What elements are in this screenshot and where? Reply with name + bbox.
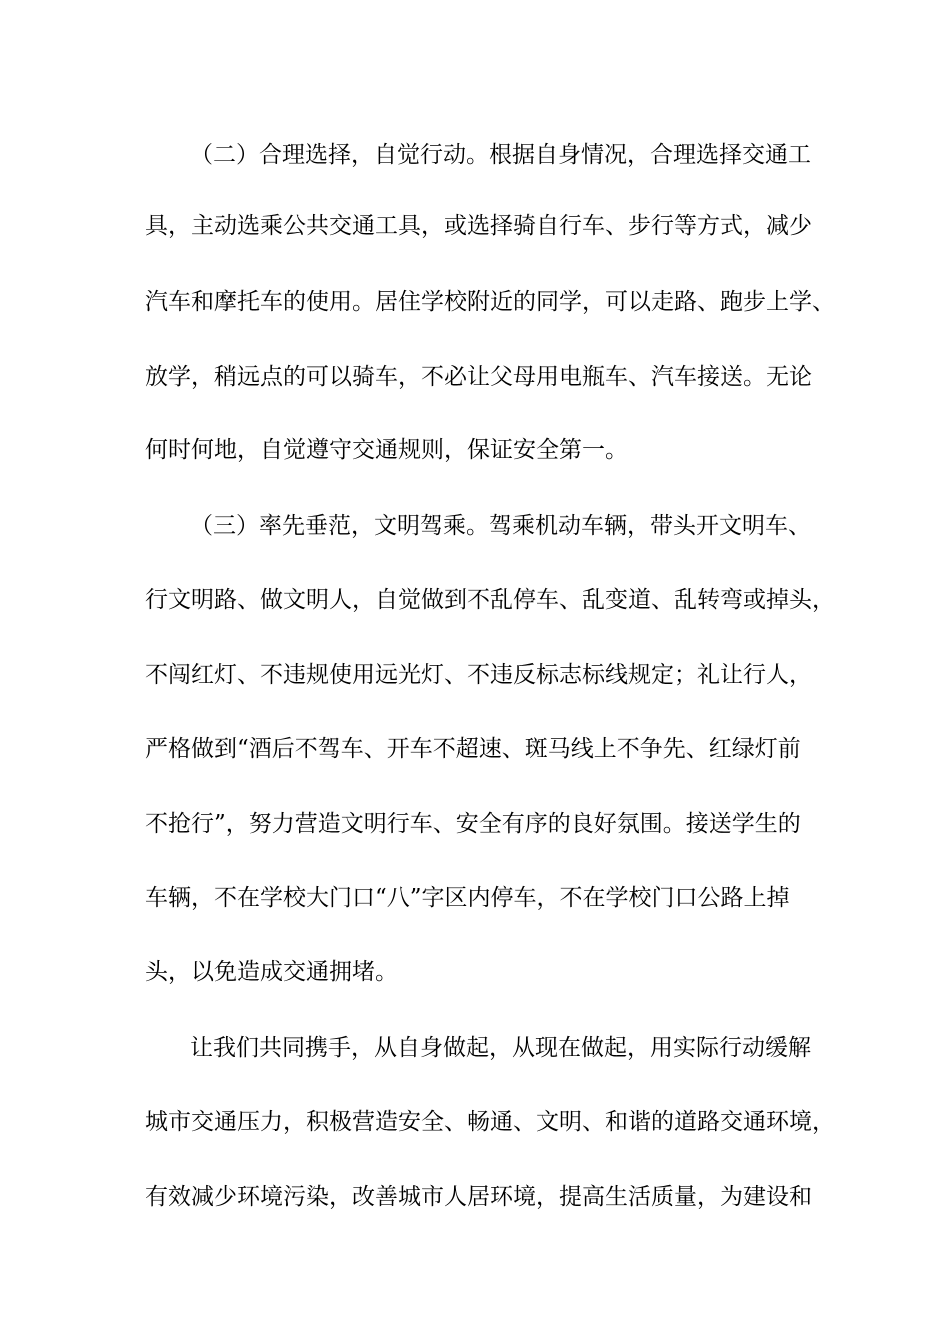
paragraph-2-line-4: 严格做到“酒后不驾车、开车不超速、斑马线上不争先、红绿灯前 xyxy=(145,736,801,762)
paragraph-1-line-5: 何时何地，自觉遵守交通规则，保证安全第一。 xyxy=(145,437,628,463)
paragraph-2-line-3: 不闯红灯、不违规使用远光灯、不违反标志标线规定；礼让行人， xyxy=(145,662,812,688)
paragraph-2-line-6: 车辆，不在学校大门口“八”字区内停车，不在学校门口公路上掉 xyxy=(145,885,790,911)
paragraph-2-line-5: 不抢行”，努力营造文明行车、安全有序的良好氛围。接送学生的 xyxy=(145,811,801,837)
paragraph-2-line-7: 头，以免造成交通拥堵。 xyxy=(145,959,398,985)
paragraph-2-line-1: （三）率先垂范，文明驾乘。驾乘机动车辆，带头开文明车、 xyxy=(190,513,811,539)
paragraph-1-line-4: 放学，稍远点的可以骑车，不必让父母用电瓶车、汽车接送。无论 xyxy=(145,364,812,390)
paragraph-3-line-1: 让我们共同携手，从自身做起，从现在做起，用实际行动缓解 xyxy=(190,1035,811,1061)
paragraph-1-line-1: （二）合理选择，自觉行动。根据自身情况，合理选择交通工 xyxy=(190,142,811,168)
paragraph-1-line-3: 汽车和摩托车的使用。居住学校附近的同学，可以走路、跑步上学、 xyxy=(145,289,835,315)
paragraph-3-line-2: 城市交通压力，积极营造安全、畅通、文明、和谐的道路交通环境， xyxy=(145,1109,835,1135)
paragraph-3-line-3: 有效减少环境污染，改善城市人居环境，提高生活质量，为建设和 xyxy=(145,1184,812,1210)
paragraph-2-line-2: 行文明路、做文明人，自觉做到不乱停车、乱变道、乱转弯或掉头， xyxy=(145,587,835,613)
paragraph-1-line-2: 具，主动选乘公共交通工具，或选择骑自行车、步行等方式，减少 xyxy=(145,213,812,239)
